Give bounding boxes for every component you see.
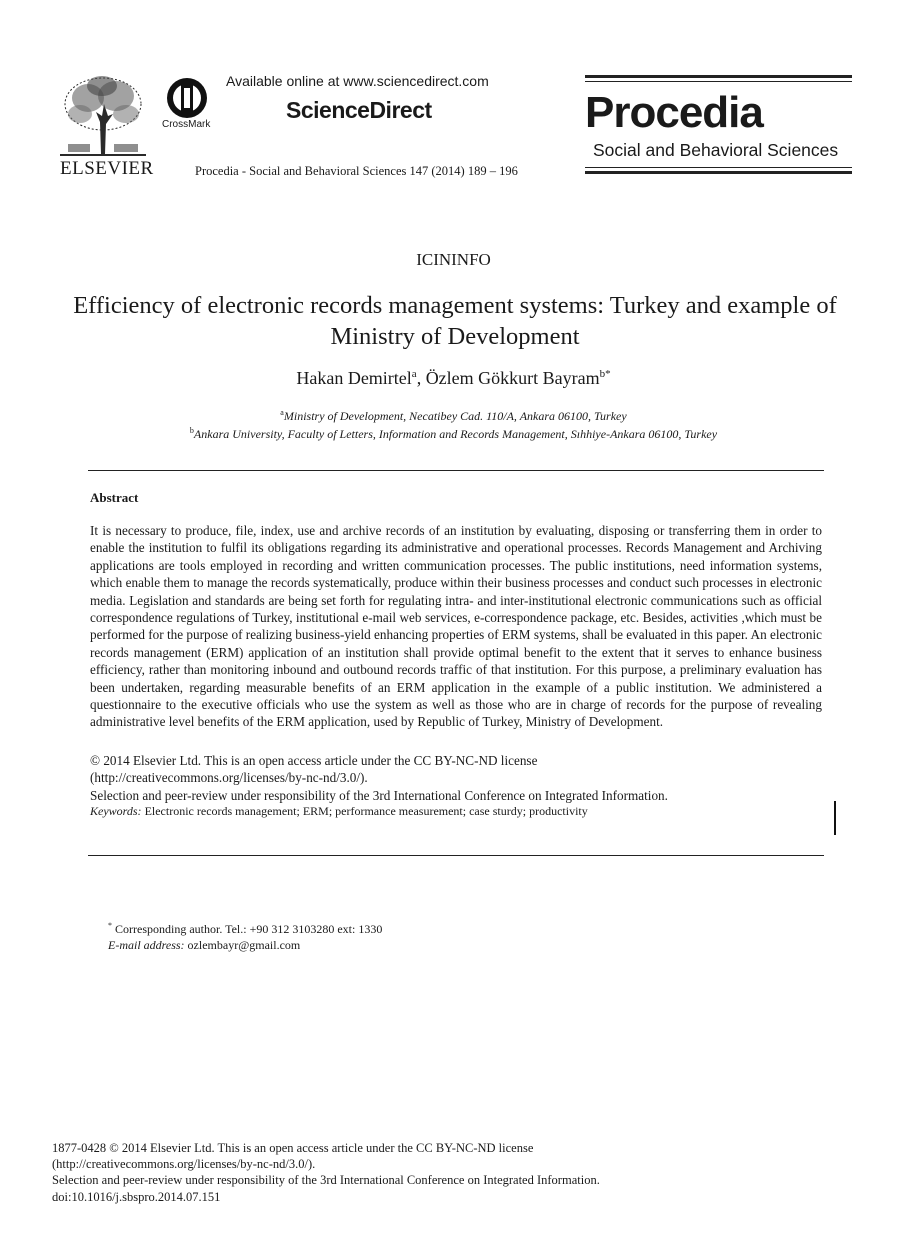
author-name: Hakan Demirtel	[296, 368, 412, 388]
journal-citation: Procedia - Social and Behavioral Sciences 147 (2014) 189 – 196	[195, 164, 518, 178]
elsevier-tree-icon	[58, 74, 148, 156]
divider	[585, 81, 852, 82]
divider	[88, 855, 824, 856]
footer-license-link[interactable]: (http://creativecommons.org/licenses/by-nc-nd/3.0/).	[52, 1157, 316, 1172]
sciencedirect-wordmark: ScienceDirect	[286, 97, 432, 123]
divider	[585, 75, 852, 78]
affiliation	[0, 426, 907, 442]
procedia-subtitle: Social and Behavioral Sciences	[593, 140, 839, 160]
author-affiliation-mark: b*	[599, 368, 611, 380]
email-label: E-mail address:	[108, 938, 185, 952]
license-link[interactable]: (http://creativecommons.org/licenses/by-nc-nd/3.0/).	[90, 770, 368, 786]
corresponding-author-footnote	[108, 918, 382, 953]
procedia-brand	[585, 75, 852, 175]
footer-issn-license: 1877-0428 © 2014 Elsevier Ltd. This is an open access article under the CC BY-NC-ND license	[52, 1141, 534, 1155]
procedia-title: Procedia	[585, 88, 763, 137]
footnote-line	[108, 937, 382, 953]
footer-doi[interactable]: doi:10.1016/j.sbspro.2014.07.151	[52, 1189, 221, 1204]
keywords	[90, 804, 822, 819]
copyright-block	[90, 752, 822, 804]
author-affiliation-mark: a	[411, 368, 417, 380]
crossmark-label: CrossMark	[162, 119, 211, 130]
affiliation-mark: b	[189, 426, 194, 435]
divider	[585, 171, 852, 174]
divider	[88, 470, 824, 471]
page-footer	[52, 1140, 852, 1205]
corresponding-author-text: Corresponding author. Tel.: +90 312 3103280 ext: 1330	[112, 922, 383, 936]
footnote-mark: *	[108, 921, 112, 930]
abstract-text: It is necessary to produce, file, index, use and archive records of an institution by evaluating, disposing or transferring them in order to enable the institution to fulfil its obligations regarding its administrative and operational processes. Records Management and Archiving applications are tools employed in recording and written communication processes. The public institutions, need information systems, which enable them to manage the records systematically, produce within their business processes and conduct such processes in electronic media. Legislation and standards are being set forth for regulating intra- and inter-institutional electronic communications such as official correspondence regulations of Turkey, institutional e-mail web services, e-correspondence package, etc. Besides, activities ,which must be performed for the purpose of realizing business-yield enhancing properties of ERM systems, shall be evaluated in this paper. An electronic records management (ERM) application of an institution shall provide optimal benefit to the extent that it serves to enhance business efficiency, rather than monitoring inbound and outbound records traffic of that institution. For this purpose, a preliminary evaluation has been undertaken, regarding measurable benefits of an ERM application in the example of a public institution. We administered a questionnaire to the executive officials who use the system as well as those who are in charge of records for the purpose of revealing administrative level benefits of the ERM application, used by Republic of Turkey, Ministry of Development.	[90, 523, 822, 730]
text-cursor	[834, 801, 836, 835]
available-online-text: Available online at www.sciencedirect.com	[226, 73, 489, 89]
footer-peer-review: Selection and peer-review under responsibility of the 3rd International Conference on Integrated Information.	[52, 1173, 600, 1188]
divider	[585, 167, 852, 168]
affiliation-text: Ankara University, Faculty of Letters, Information and Records Management, Sıhhiye-Ankara 06100, Turkey	[193, 427, 718, 441]
copyright-line: © 2014 Elsevier Ltd. This is an open access article under the CC BY-NC-ND license	[90, 753, 538, 768]
affiliation-mark: a	[280, 408, 284, 417]
abstract-heading: Abstract	[90, 490, 139, 505]
author-name: Özlem Gökkurt Bayram	[425, 368, 600, 388]
email-address[interactable]: ozlembayr@gmail.com	[184, 938, 301, 952]
author-list	[0, 368, 907, 389]
affiliation	[0, 408, 907, 424]
footnote-line	[108, 918, 382, 937]
affiliation-text: Ministry of Development, Necatibey Cad. 110/A, Ankara 06100, Turkey	[283, 409, 627, 423]
author-separator: ,	[416, 368, 426, 388]
elsevier-logo	[58, 74, 152, 178]
peer-review-note: Selection and peer-review under responsibility of the 3rd International Conference on Integrated Information.	[90, 787, 668, 803]
keywords-label: Keywords:	[90, 804, 142, 818]
keywords-list: Electronic records management; ERM; performance measurement; case sturdy; productivity	[141, 804, 588, 818]
article-title: Efficiency of electronic records management systems: Turkey and example of Ministry of Development	[73, 292, 837, 350]
conference-name: ICININFO	[416, 250, 491, 269]
elsevier-wordmark: ELSEVIER	[60, 158, 154, 179]
